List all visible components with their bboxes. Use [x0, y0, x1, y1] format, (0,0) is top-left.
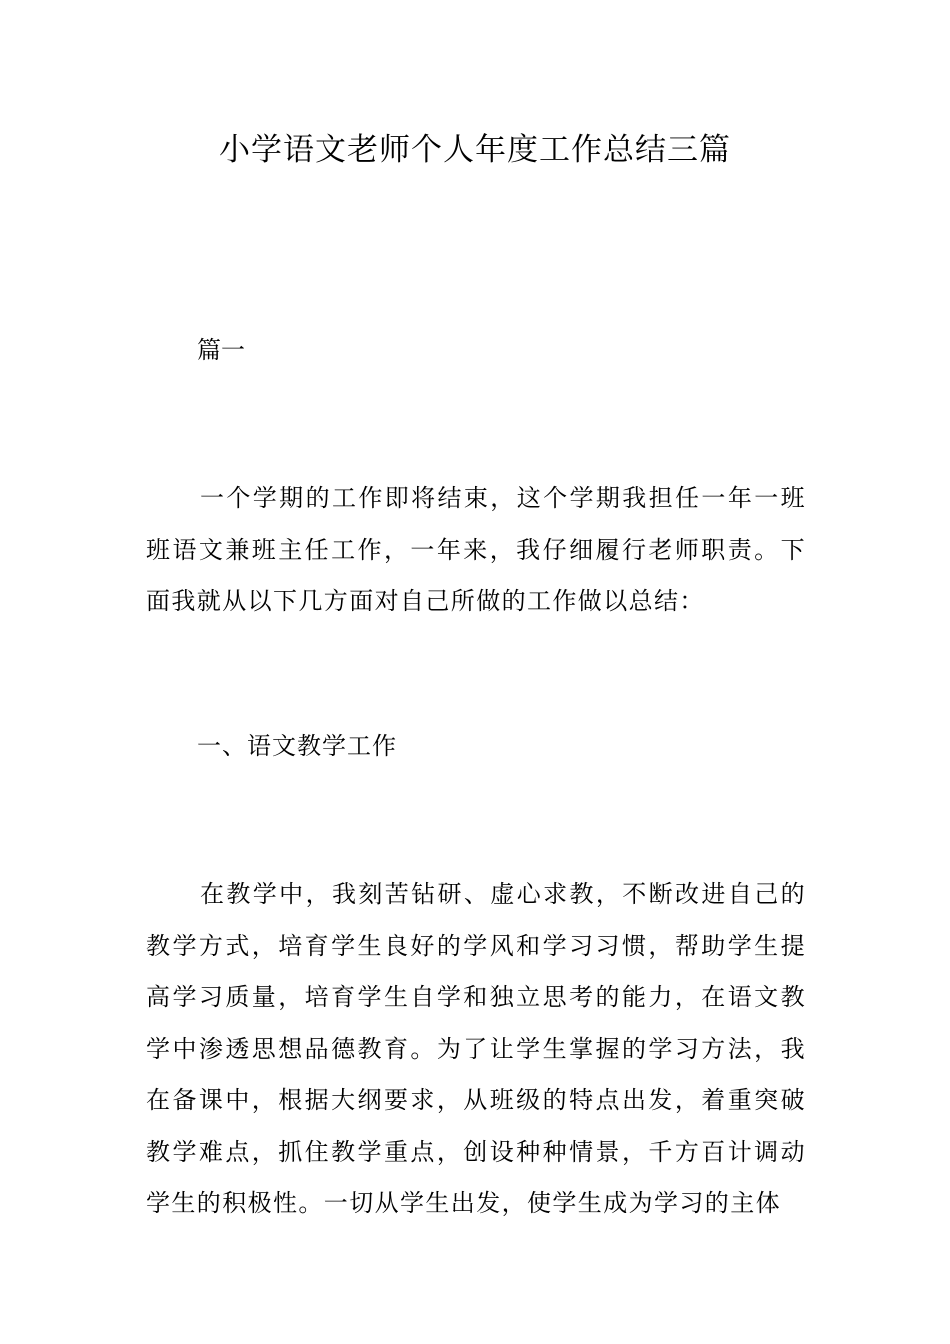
intro-paragraph: 一个学期的工作即将结束，这个学期我担任一年一班班语文兼班主任工作，一年来，我仔细履行老师职责。下面我就从以下几方面对自己所做的工作做以总结： [146, 484, 806, 615]
section-label: 篇一 [197, 336, 245, 364]
body-paragraph: 在教学中，我刻苦钻研、虚心求教，不断改进自己的教学方式，培育学生良好的学风和学习习惯，帮助学生提高学习质量，培育学生自学和独立思考的能力，在语文教学中渗透思想品德教育。为了让学生掌握的学习方法，我在备课中，根据大纲要求，从班级的特点出发，着重突破教学难点，抓住教学重点，创设种种情景，千方百计调动学生的积极性。一切从学生出发，使学生成为学习的主体 [146, 880, 806, 1217]
section-heading-teaching: 一、语文教学工作 [197, 732, 397, 760]
document-title: 小学语文老师个人年度工作总结三篇 [219, 132, 731, 168]
